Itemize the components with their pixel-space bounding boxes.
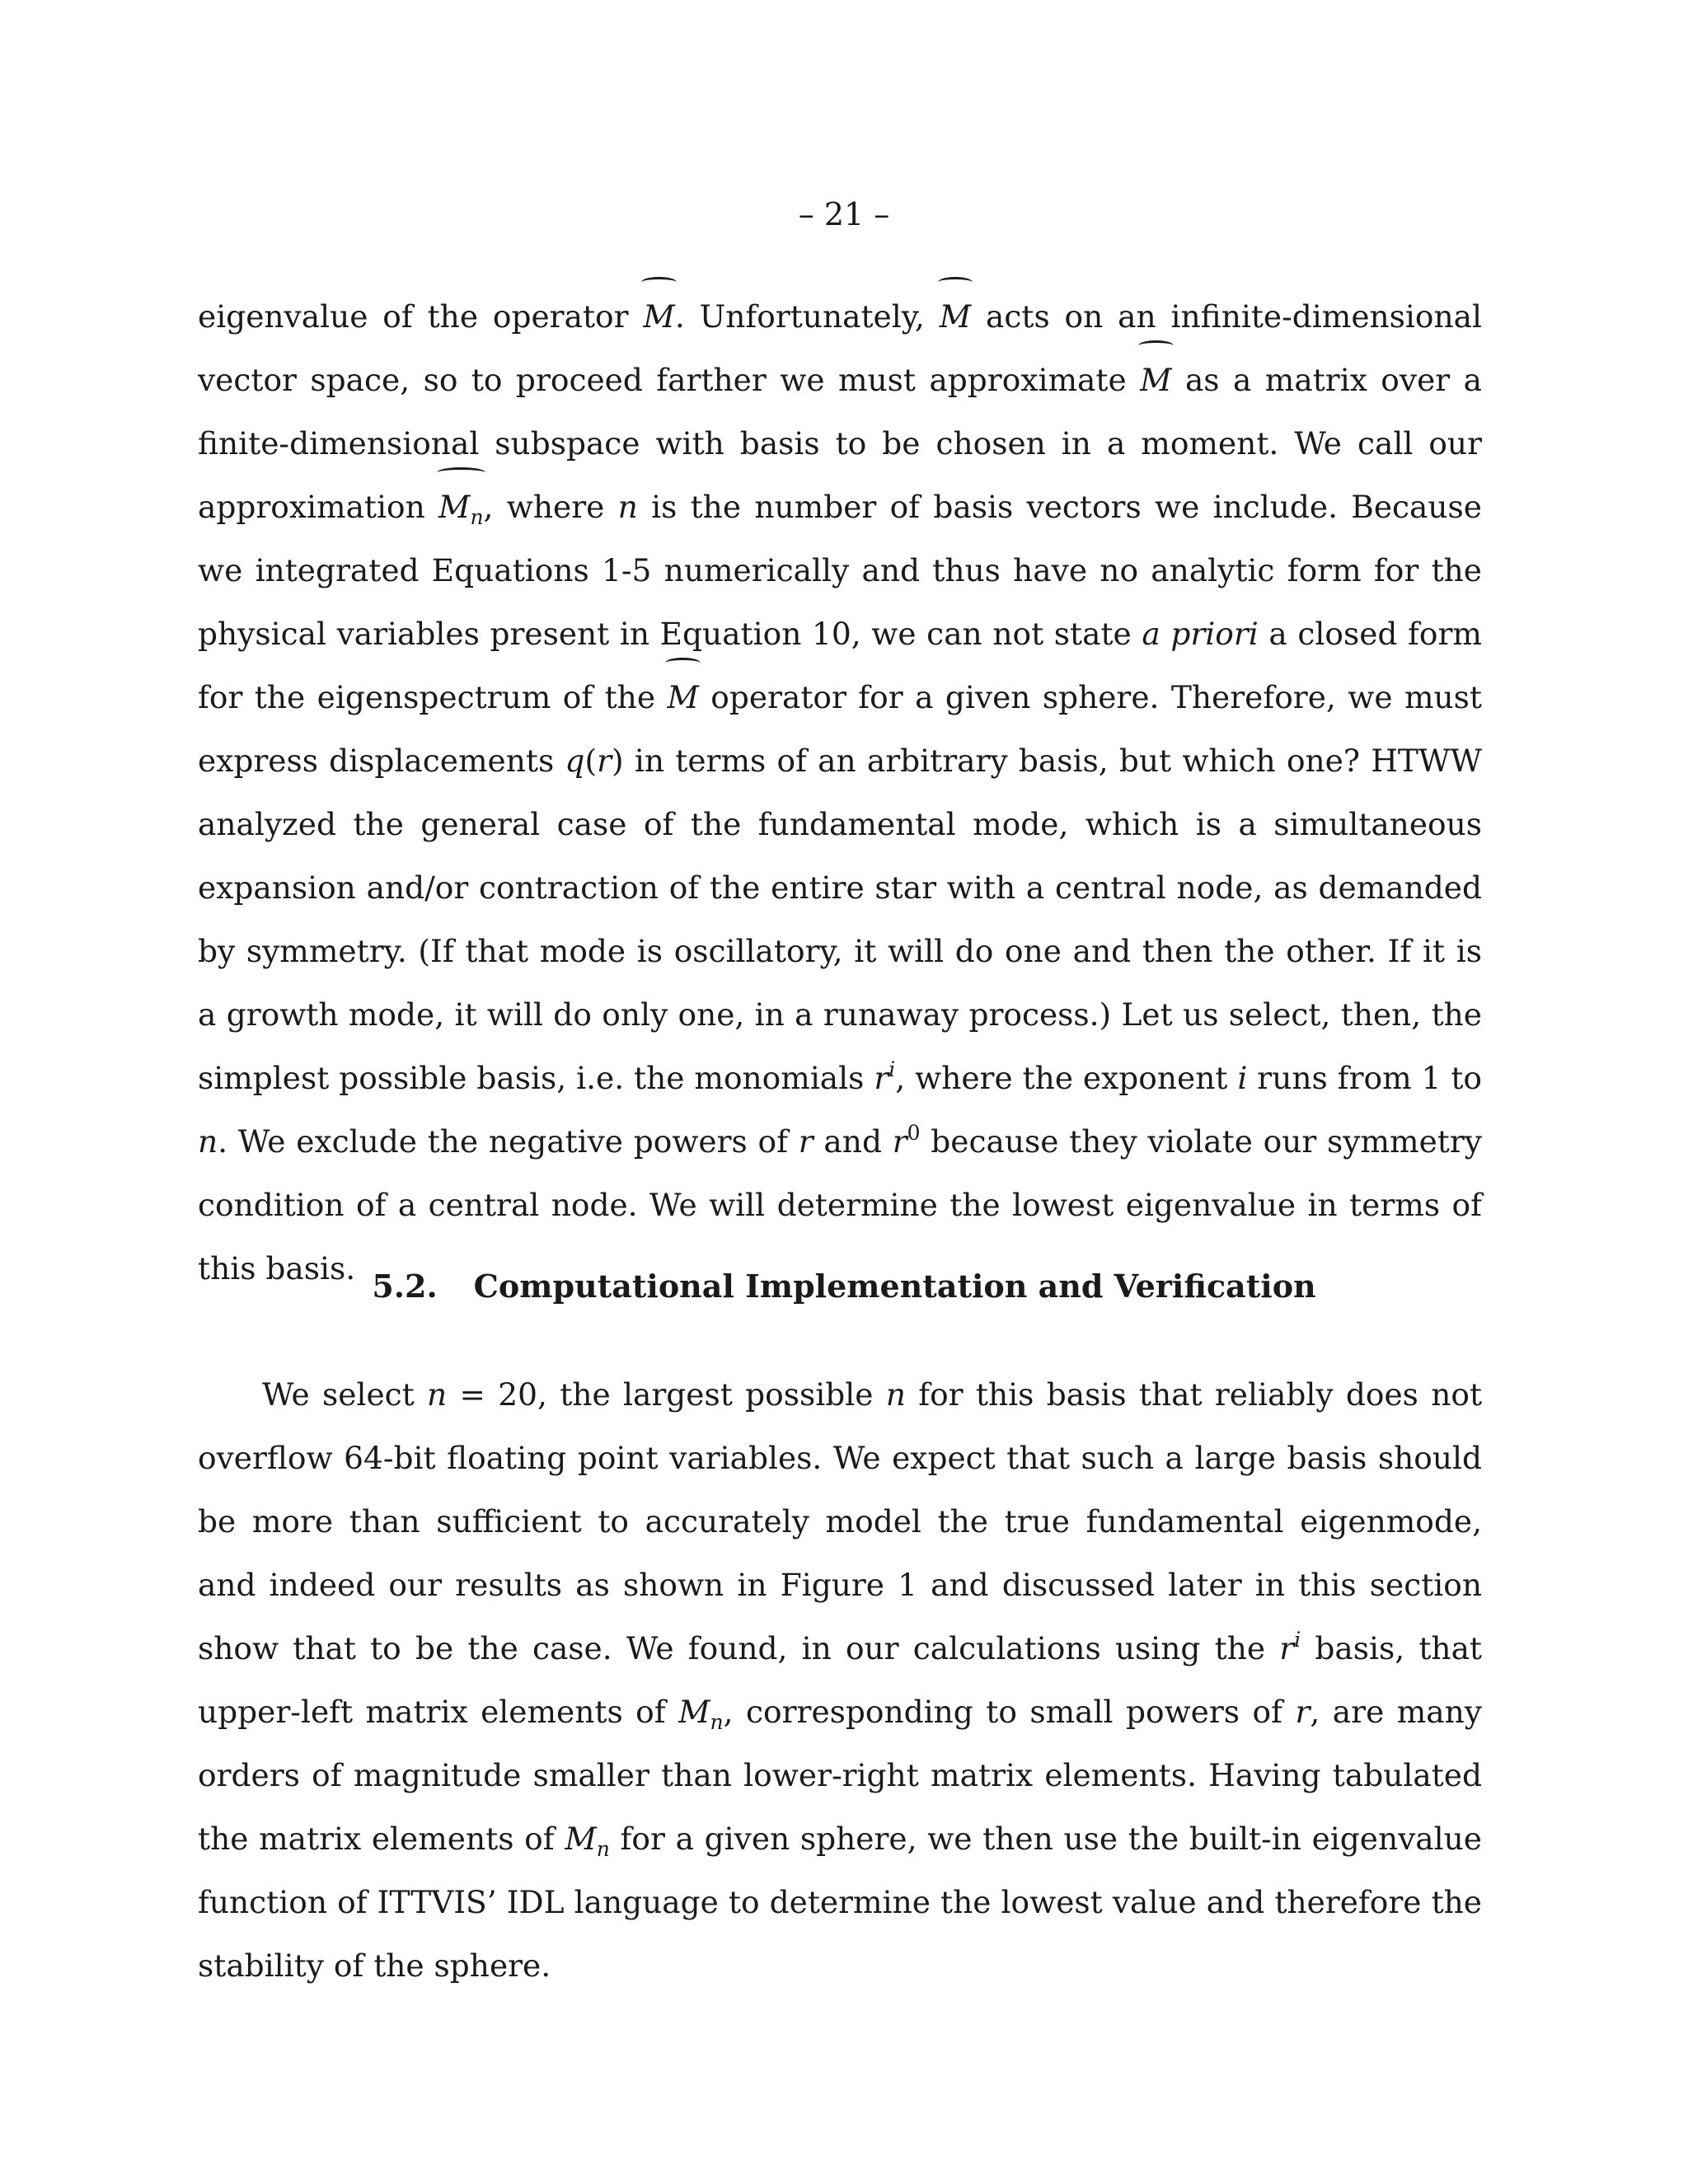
number-value: 20 (498, 1376, 538, 1413)
text-run: for a given sphere, we then use the built-in eigenvalue function of ITTVIS’ IDL language to determine the lowest value and therefore the stability of the sphere. (198, 1821, 1482, 1984)
symbol-r: r (1295, 1694, 1311, 1730)
symbol-r-power-i (1279, 1630, 1301, 1666)
text-run: basis, that upper-left matrix elements of (198, 1630, 1482, 1730)
symbol-r: r (597, 743, 612, 779)
operator-Mn-hat (438, 476, 484, 539)
subscript-n: n (470, 505, 484, 529)
operator-M-hat: M (643, 285, 674, 349)
symbol-i: i (1237, 1060, 1248, 1096)
symbol-q: q (565, 743, 585, 779)
page-number: – 21 – (798, 196, 890, 232)
text-run: We select (262, 1376, 428, 1413)
symbol-M: M (565, 1821, 597, 1857)
subscript-n: n (596, 1837, 610, 1861)
superscript-i: i (1294, 1628, 1301, 1652)
symbol-Mn (678, 1694, 724, 1734)
symbol-r-power-0 (893, 1123, 921, 1160)
text-run: , are many orders of magnitude smaller than lower-right matrix elements. Having tabulated the matrix elements of (198, 1694, 1482, 1857)
text-run: , the largest possible (537, 1376, 886, 1413)
symbol-r: r (1279, 1630, 1295, 1666)
equals-sign: = (447, 1376, 499, 1413)
section-number: 5.2. (372, 1268, 438, 1305)
subscript-n: n (710, 1710, 724, 1734)
symbol-n: n (885, 1376, 906, 1413)
text-run: acts on an infinite-dimensional vector space, so to proceed farther we must approximate (198, 298, 1482, 398)
superscript-i: i (889, 1057, 896, 1081)
body-paragraph-1 (198, 285, 1482, 1301)
text-run: because they violate our symmetry condition of a central node. We will determine the lowest eigenvalue in terms of this basis. (198, 1123, 1482, 1286)
body-paragraph-2 (198, 1363, 1482, 1998)
paren-close: ) (612, 743, 624, 779)
symbol-r: r (874, 1060, 889, 1096)
text-run: operator for a given sphere. Therefore, we must express displacements (198, 679, 1482, 779)
text-run: . Unfortunately, (674, 298, 940, 335)
symbol-Mn (565, 1821, 610, 1861)
text-run: for this basis that reliably does not overflow 64-bit floating point variables. We expect that such a large basis should be more than sufficient to accurately model the true fundamental eigenmode, and indeed our results as shown in Figure 1 and discussed later in this section show that to be the case. We found, in our calculations using the (198, 1376, 1483, 1666)
text-run: , where the exponent (895, 1060, 1238, 1096)
symbol-n: n (198, 1123, 218, 1160)
text-run: as a matrix over a finite-dimensional subspace with basis to be chosen in a moment. We call our approximation (198, 362, 1482, 525)
symbol-r-power-i (874, 1057, 896, 1096)
text-run: . We exclude the negative powers of (218, 1123, 799, 1160)
operator-M-hat: M (667, 666, 698, 729)
symbol-M: M (438, 489, 471, 525)
text-run: in terms of an arbitrary basis, but which one? HTWW analyzed the general case of the fundamental mode, which is a simultaneous expansion and/or contraction of the entire star with a central node, as demanded by symmetry. (If that mode is oscillatory, it will do one and then the other. If it is a growth mode, it will do only one, in a runaway process.) Let us select, then, the simplest possible basis, i.e. the monomials (198, 743, 1482, 1096)
text-run: runs from 1 to (1247, 1060, 1482, 1096)
symbol-M: M (678, 1694, 710, 1730)
paren-open: ( (584, 743, 598, 779)
text-run: , corresponding to small powers of (723, 1694, 1296, 1730)
symbol-r: r (892, 1123, 907, 1160)
symbol-n: n (427, 1376, 448, 1413)
symbol-r: r (798, 1123, 814, 1160)
section-heading (0, 1268, 1688, 1305)
text-run: is the number of basis vectors we include. Because we integrated Equations 1-5 numerically and thus have no analytic form for the physical variables present in Equation 10, we can not state (198, 489, 1482, 652)
text-run: a closed form for the eigenspectrum of the (198, 616, 1482, 715)
text-run: eigenvalue of the operator (198, 298, 644, 335)
superscript-0: 0 (907, 1121, 921, 1145)
symbol-n: n (617, 489, 638, 525)
section-title: Computational Implementation and Verification (473, 1268, 1316, 1305)
italic-phrase: a priori (1142, 616, 1259, 652)
operator-M-hat: M (1140, 349, 1171, 412)
text-run: , where (483, 489, 618, 525)
operator-M-hat: M (940, 285, 971, 349)
text-run: and (813, 1123, 893, 1160)
